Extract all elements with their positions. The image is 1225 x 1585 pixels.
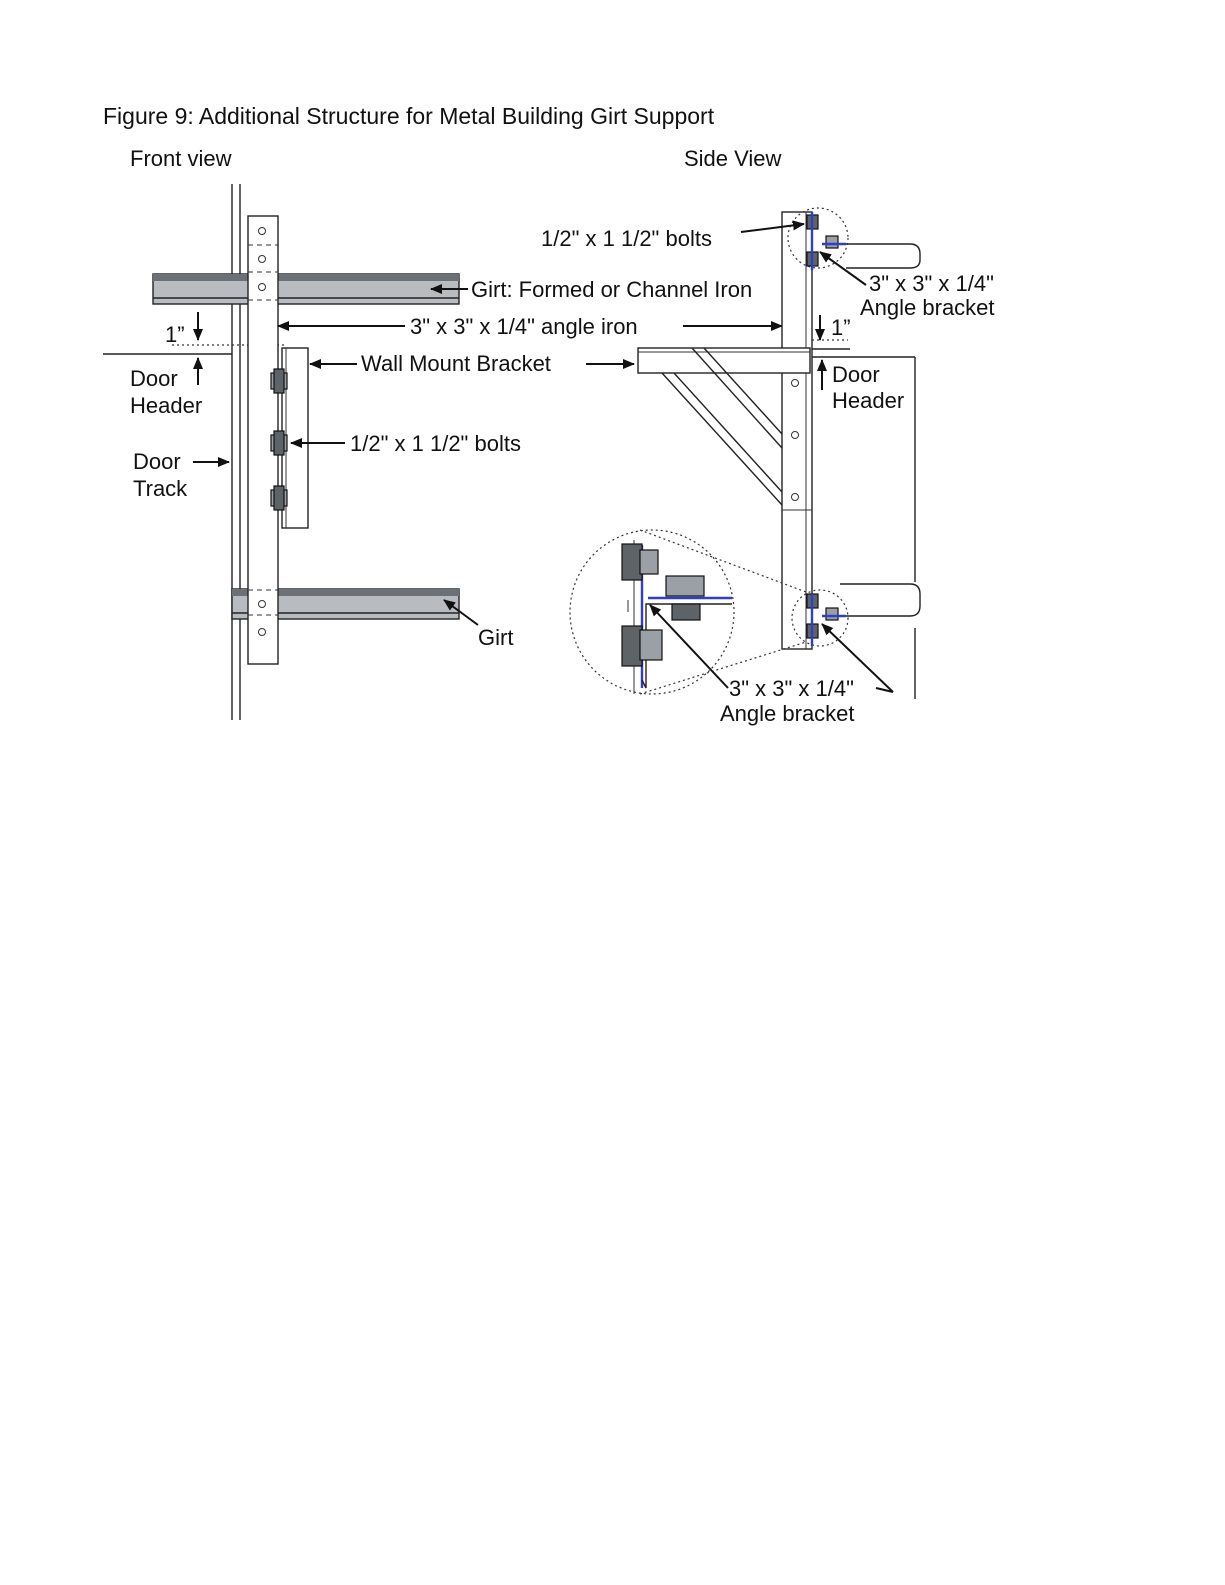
label-door-header-side-2: Header [832, 388, 905, 413]
label-one-inch-front: 1” [165, 322, 185, 347]
label-angle-bracket-top-1: 3" x 3" x 1/4" [869, 271, 994, 296]
label-angle-bracket-bottom-2: Angle bracket [720, 701, 855, 726]
label-door-header-side-1: Door [832, 362, 880, 387]
label-girt-formed-channel: Girt: Formed or Channel Iron [471, 277, 753, 302]
label-door-header-front-2: Header [130, 393, 203, 418]
label-one-inch-side: 1” [831, 315, 851, 340]
label-door-track-2: Track [133, 476, 188, 501]
front-view-heading: Front view [130, 146, 232, 171]
girt-top [153, 274, 459, 304]
label-bolts-front: 1/2" x 1 1/2" bolts [350, 431, 521, 456]
side-view [541, 146, 995, 726]
label-angle-bracket-top-2: Angle bracket [860, 295, 995, 320]
label-angle-bracket-bottom-1: 3" x 3" x 1/4" [729, 676, 854, 701]
label-bolts-side: 1/2" x 1 1/2" bolts [541, 226, 712, 251]
angle-iron-side [782, 212, 812, 649]
label-door-header-front-1: Door [130, 366, 178, 391]
figure-title: Figure 9: Additional Structure for Metal Building Girt Support [103, 103, 715, 129]
label-door-track-1: Door [133, 449, 181, 474]
door-track [232, 184, 240, 720]
label-wall-mount-bracket: Wall Mount Bracket [361, 351, 551, 376]
label-girt-bottom: Girt [478, 625, 514, 650]
label-angle-iron: 3" x 3" x 1/4" angle iron [410, 314, 638, 339]
side-view-heading: Side View [684, 146, 782, 171]
magnified-detail [570, 530, 806, 694]
